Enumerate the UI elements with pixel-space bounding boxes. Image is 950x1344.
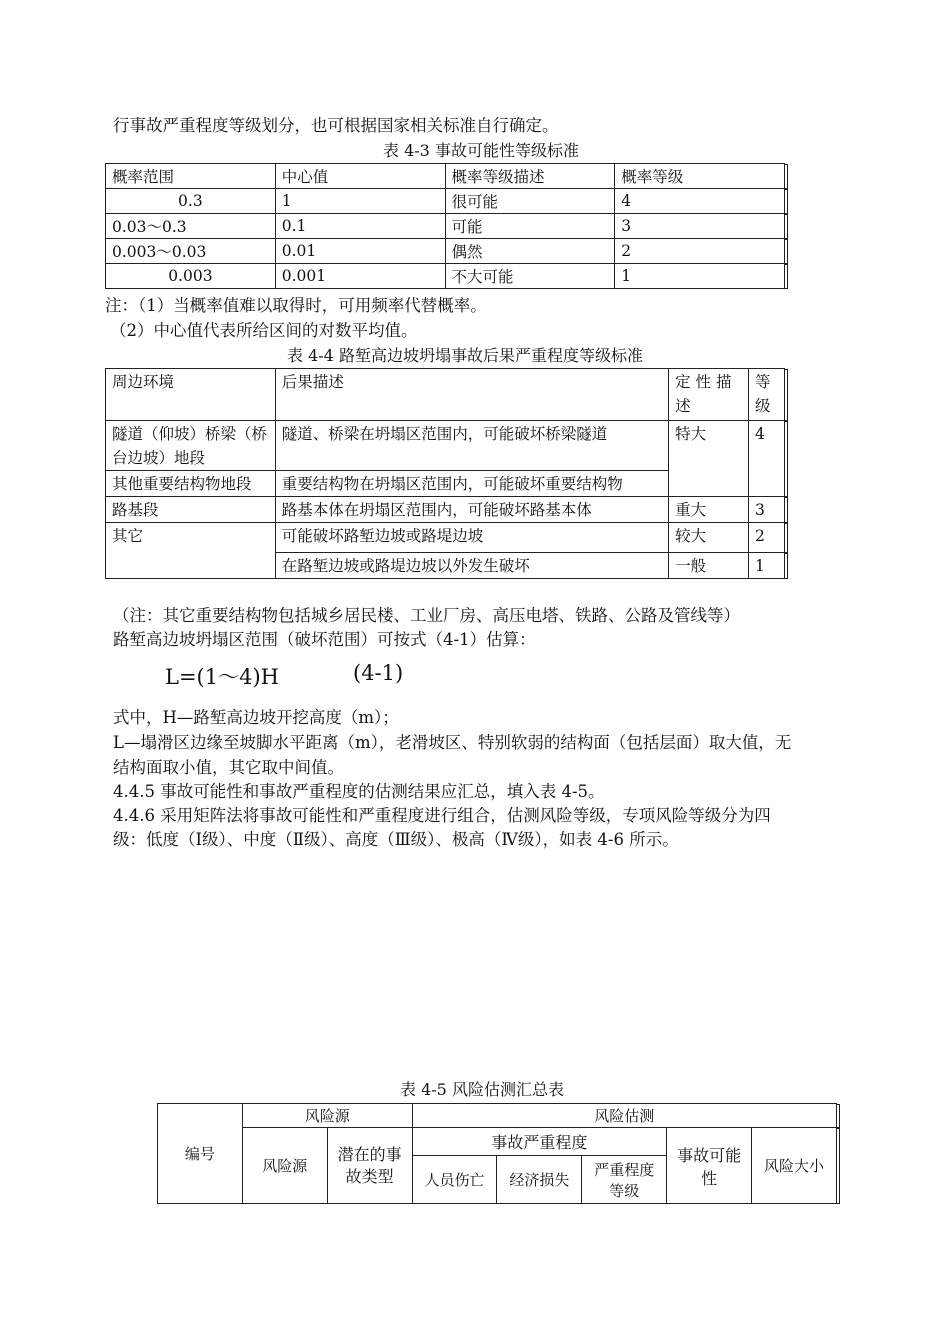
- cell: 很可能: [445, 189, 615, 214]
- table-header-row: [158, 1104, 837, 1128]
- note-2: （2）中心值代表所给区间的对数平均值。: [110, 321, 418, 340]
- header-economic-loss: 经济损失: [497, 1156, 582, 1204]
- risk-summary-table: [157, 1103, 837, 1204]
- cell: 2: [615, 239, 785, 264]
- note-1: 注：（1）当概率值难以取得时，可用频率代替概率。: [105, 296, 487, 315]
- cell: 在路堑边坡或路堤边坡以外发生破坏: [275, 553, 668, 579]
- table-header-row: [106, 369, 785, 421]
- table-row: [106, 497, 785, 523]
- header-risk-estimate-group: 风险估测: [412, 1104, 836, 1128]
- header-risk-size: 风险大小: [752, 1128, 837, 1204]
- header-center-value: 中心值: [275, 164, 445, 189]
- paragraph-4-4-6-line2: 级：低度（Ⅰ级）、中度（Ⅱ级）、高度（Ⅲ级）、极高（Ⅳ级），如表 4-6 所示。: [113, 830, 679, 849]
- header-potential-type: 潜在的事故类型: [327, 1128, 412, 1204]
- table-row: [106, 239, 785, 264]
- table-header-row: [158, 1128, 837, 1156]
- header-env: 周边环境: [106, 369, 276, 421]
- header-casualty: 人员伤亡: [412, 1156, 497, 1204]
- cell: 1: [748, 553, 784, 579]
- cell: 偶然: [445, 239, 615, 264]
- paragraph-4-4-5: 4.4.5 事故可能性和事故严重程度的估测结果应汇总，填入表 4-5。: [113, 782, 605, 801]
- cell: 0.003～0.03: [106, 239, 276, 264]
- cell: 3: [615, 214, 785, 239]
- header-severity-level: 严重程度等级: [582, 1156, 667, 1204]
- definition-l-1: L—塌滑区边缘至坡脚水平距离（m），老滑坡区、特别软弱的结构面（包括层面）取大值，无: [113, 733, 792, 752]
- note-3: （注：其它重要结构物包括城乡居民楼、工业厂房、高压电塔、铁路、公路及管线等）: [113, 606, 740, 625]
- paragraph-4-4-6-line1: 4.4.6 采用矩阵法将事故可能性和严重程度进行组合，估测风险等级，专项风险等级分为四: [113, 806, 771, 825]
- header-risk-source: 风险源: [242, 1128, 327, 1204]
- cell: 4: [615, 189, 785, 214]
- table-row: [106, 523, 785, 553]
- formula: L=(1～4)H: [165, 665, 279, 689]
- cell: 1: [615, 264, 785, 289]
- cell: 隧道（仰坡）桥梁（桥台边坡）地段: [106, 421, 276, 471]
- cell: 0.1: [275, 214, 445, 239]
- header-level-desc: 概率等级描述: [445, 164, 615, 189]
- cell: 1: [275, 189, 445, 214]
- formula-intro: 路堑高边坡坍塌区范围（破坏范围）可按式（4-1）估算：: [113, 630, 536, 649]
- cell: 2: [748, 523, 784, 553]
- cell: 4: [748, 421, 784, 497]
- header-qualitative: 定 性 描 述: [669, 369, 749, 421]
- probability-level-table: [105, 163, 785, 289]
- header-possibility: 事故可能性: [667, 1128, 752, 1204]
- cell: 较大: [669, 523, 749, 553]
- cell: 其它: [106, 523, 276, 579]
- header-consequence: 后果描述: [275, 369, 668, 421]
- cell: 可能破坏路堑边坡或路堤边坡: [275, 523, 668, 553]
- header-level: 等级: [748, 369, 784, 421]
- cell: 一般: [669, 553, 749, 579]
- table-4-5-caption: 表 4-5 风险估测汇总表: [400, 1080, 564, 1099]
- cell: 0.01: [275, 239, 445, 264]
- cell: 其他重要结构物地段: [106, 471, 276, 497]
- cell: 重要结构物在坍塌区范围内，可能破坏重要结构物: [275, 471, 668, 497]
- header-level: 概率等级: [615, 164, 785, 189]
- table-row: [106, 264, 785, 289]
- cell: 路基本体在坍塌区范围内，可能破坏路基本体: [275, 497, 668, 523]
- formula-number: (4-1): [353, 661, 404, 685]
- table-row: [106, 189, 785, 214]
- table-row: [106, 214, 785, 239]
- intro-line: 行事故严重程度等级划分，也可根据国家相关标准自行确定。: [113, 116, 559, 135]
- cell: 0.3: [106, 189, 276, 214]
- cell: 可能: [445, 214, 615, 239]
- cell: 0.03～0.3: [106, 214, 276, 239]
- cell: 0.001: [275, 264, 445, 289]
- table-row: [106, 421, 785, 471]
- table-header-row: [106, 164, 785, 189]
- definition-l-2: 结构面取小值，其它取中间值。: [113, 758, 344, 777]
- cell: 路基段: [106, 497, 276, 523]
- cell: 不大可能: [445, 264, 615, 289]
- table-4-4-caption: 表 4-4 路堑高边坡坍塌事故后果严重程度等级标准: [287, 346, 643, 365]
- cell: 隧道、桥梁在坍塌区范围内，可能破坏桥梁隧道: [275, 421, 668, 471]
- cell: 特大: [669, 421, 749, 497]
- cell: 3: [748, 497, 784, 523]
- cell: 0.003: [106, 264, 276, 289]
- definition-h: 式中，H—路堑高边坡开挖高度（m）；: [113, 708, 399, 727]
- severity-level-table: [105, 368, 785, 579]
- table-4-3-caption: 表 4-3 事故可能性等级标准: [383, 141, 579, 160]
- cell: 重大: [669, 497, 749, 523]
- header-prob-range: 概率范围: [106, 164, 276, 189]
- header-risk-source-group: 风险源: [242, 1104, 412, 1128]
- header-id: 编号: [158, 1104, 243, 1204]
- header-severity-group: 事故严重程度: [412, 1128, 667, 1156]
